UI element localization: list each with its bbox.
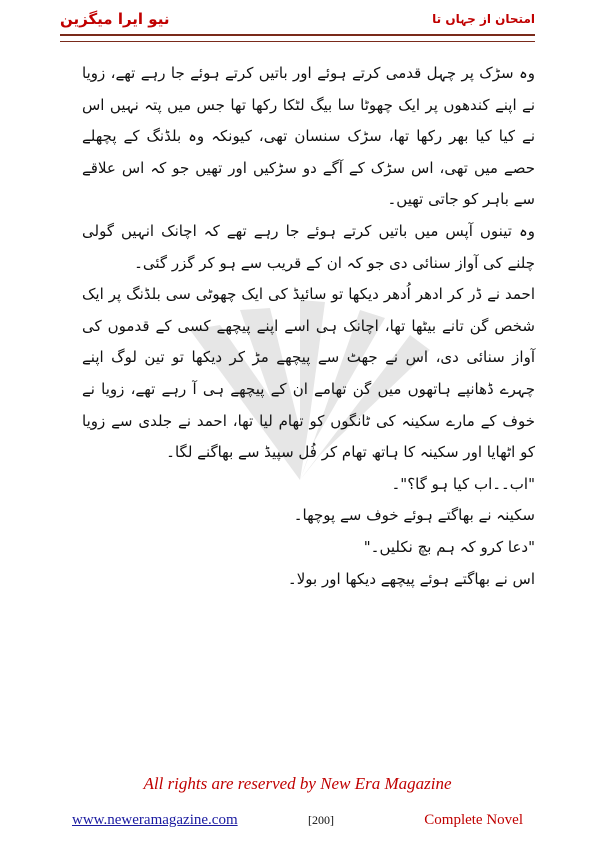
paragraph: اس نے بھاگتے ہوئے پیچھے دیکھا اور بولا۔ xyxy=(287,569,535,588)
page-number: [200] xyxy=(308,813,334,827)
page-header xyxy=(60,10,535,32)
paragraph: "اب۔۔اب کیا ہو گا؟"۔ xyxy=(391,474,535,493)
rights-notice: All rights are reserved by New Era Magazine xyxy=(143,774,452,793)
magazine-name: نیو ایرا میگزین xyxy=(60,10,170,28)
section-label: Complete Novel xyxy=(424,812,523,828)
paragraph: سکینہ نے بھاگتے ہوئے خوف سے پوچھا۔ xyxy=(293,506,535,525)
paragraph: احمد نے ڈر کر ادھر اُدھر دیکھا تو سائیڈ کی ایک چھوٹی سی بلڈنگ پر ایک شخص گن تانے بیٹھا تھا، اچانک ہی اسے اپنے پیچھے کسی کے قدموں کی آواز سنائی دی، اس نے جھٹ سے پیچھے مڑ کر دیکھا تو تین لوگ اپنے چہرے ڈھانپے ہاتھوں میں گن تھامے ان کے پیچھے ہی آ رہے تھے، زویا نے خوف کے مارے سکینہ کی ٹانگوں کو تھام لیا تھا، احمد نے جلدی سے زویا کو اٹھایا اور سکینہ کا ہاتھ تھام کر فُل سپیڈ سے بھاگنے لگا۔ xyxy=(82,285,535,462)
header-rule xyxy=(60,34,535,42)
paragraph: "دعا کرو کہ ہم بچ نکلیں۔" xyxy=(363,537,535,556)
article-body xyxy=(82,58,535,595)
paragraph: وہ تینوں آپس میں باتیں کرتے ہوئے جا رہے تھے کہ اچانک انہیں گولی چلنے کی آواز سنائی دی جو کہ ان کے قریب سے ہو کر گزر گئی۔ xyxy=(82,221,535,272)
website-link[interactable]: www.neweramagazine.com xyxy=(72,812,238,828)
paragraph: وہ سڑک پر چہل قدمی کرتے ہوئے اور باتیں کرتے ہوئے جا رہے تھے، زویا نے اپنے کندھوں پر ایک چھوٹا سا بیگ لٹکا رکھا تھا جس میں پتہ نہیں اس نے کیا کیا بھر رکھا تھا، سڑک سنسان تھی، کیونکہ وہ بلڈنگ کے پچھلے حصے میں تھی، اس سڑک کے آگے دو سڑکیں اور تھیں جو کہ اس علاقے سے باہر کو جاتی تھیں۔ xyxy=(82,64,535,209)
page-footer xyxy=(72,812,523,832)
novel-title: امتحان از جہاں تا xyxy=(432,12,535,26)
